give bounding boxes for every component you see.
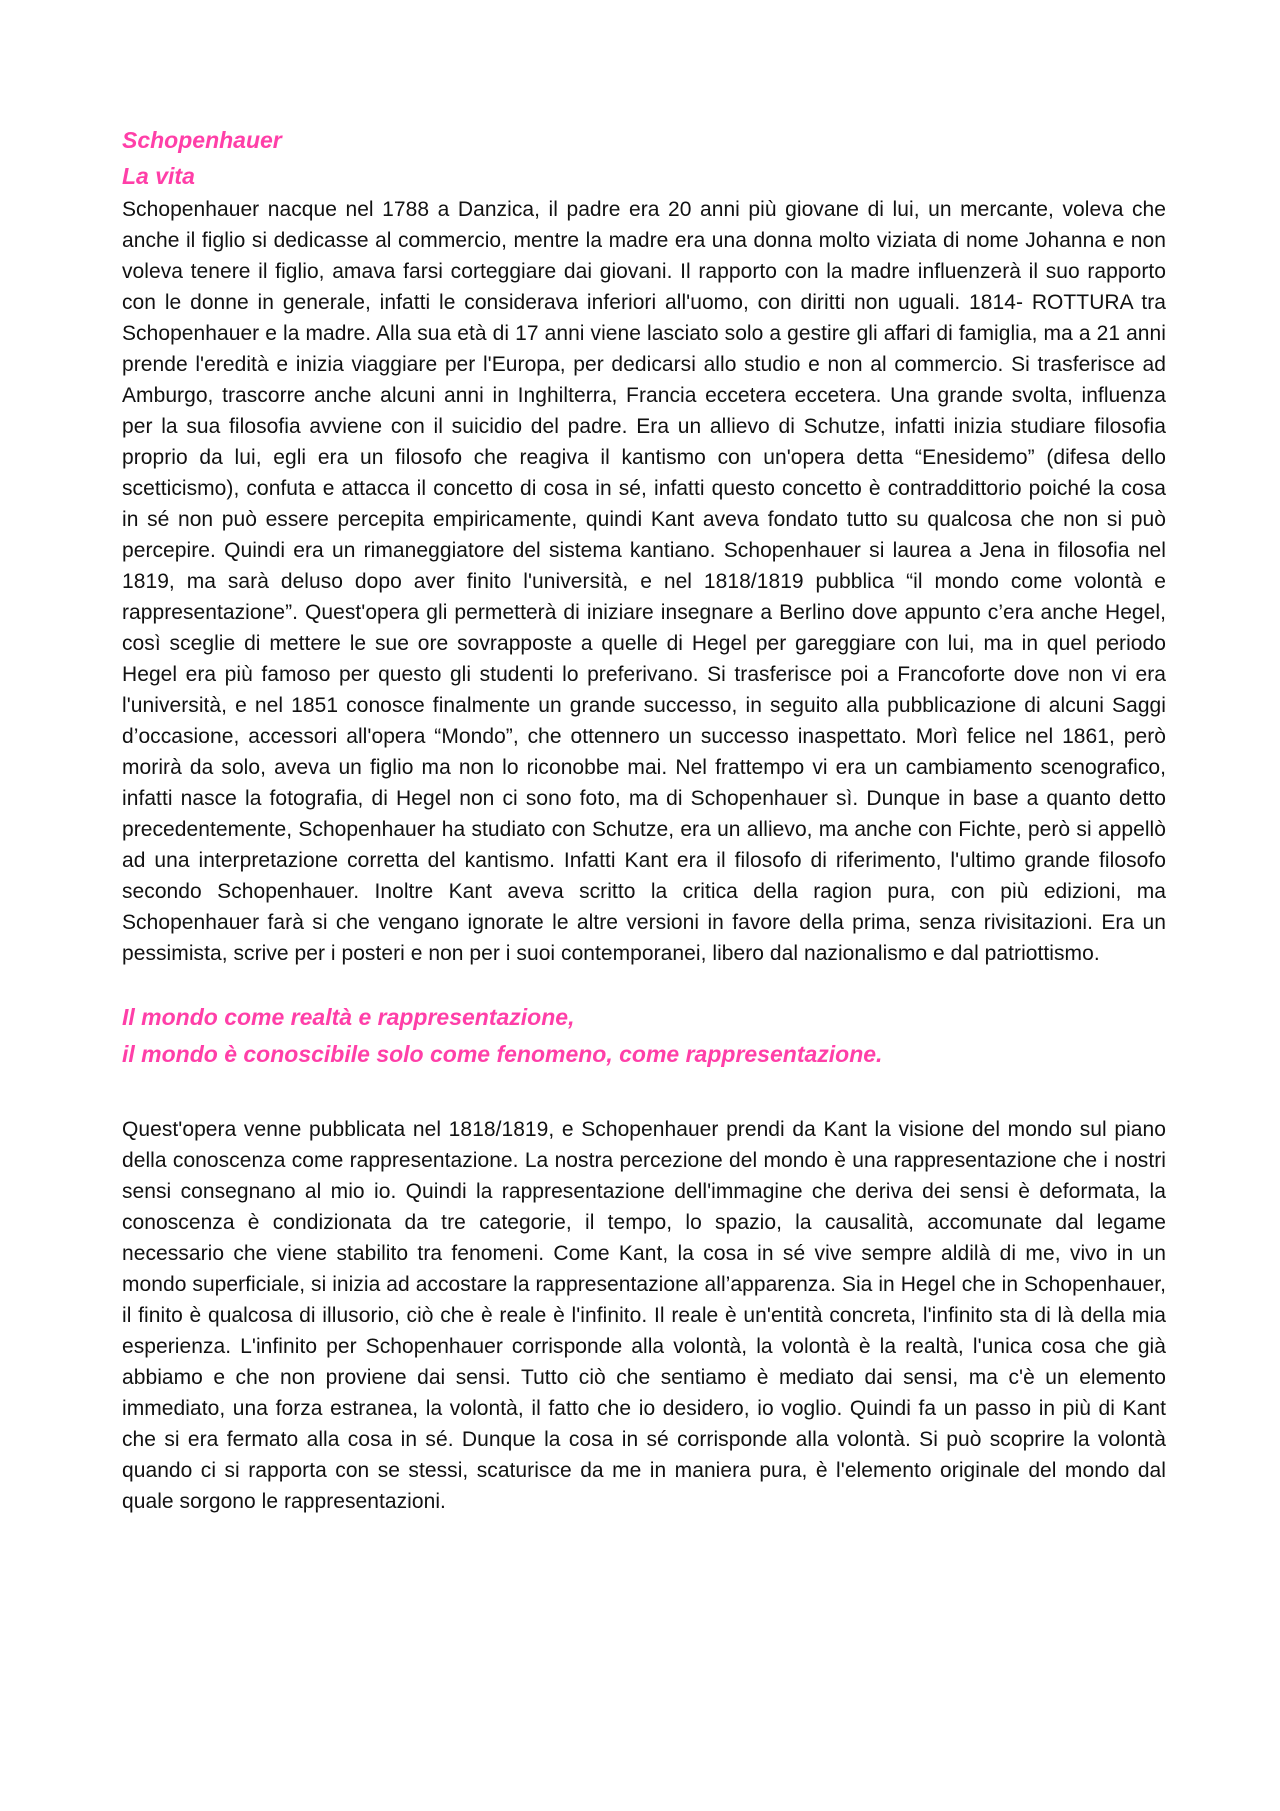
- section-heading-la-vita: La vita: [122, 163, 195, 189]
- document-content: [122, 122, 1166, 1517]
- paragraph-mondo: Quest'opera venne pubblicata nel 1818/1819, e Schopenhauer prendi da Kant la visione del mondo sul piano della conoscenza come rappresentazione. La nostra percezione del mondo è una rappresentazione che i nostri sensi consegnano al mio io. Quindi la rappresentazione dell'immagine che deriva dei sensi è deformata, la conoscenza è condizionata da tre categorie, il tempo, lo spazio, la causalità, accomunate dal legame necessario che viene stabilito tra fenomeni. Come Kant, la cosa in sé vive sempre aldilà di me, vivo in un mondo superficiale, si inizia ad accostare la rappresentazione all’apparenza. Sia in Hegel che in Schopenhauer, il finito è qualcosa di illusorio, ciò che è reale è l'infinito. Il reale è un'entità concreta, l'infinito sta di là della mia esperienza. L'infinito per Schopenhauer corrisponde alla volontà, la volontà è la realtà, l'unica cosa che già abbiamo e che non proviene dai sensi. Tutto ciò che sentiamo è mediato dai sensi, ma c'è un elemento immediato, una forza estranea, la volontà, il fatto che io desidero, io voglio. Quindi fa un passo in più di Kant che si era fermato alla cosa in sé. Dunque la cosa in sé corrisponde alla volontà. Si può scoprire la volontà quando ci si rapporta con se stessi, scaturisce da me in maniera pura, è l'elemento originale del mondo dal quale sorgono le rappresentazioni.: [122, 1118, 1166, 1513]
- section-heading-line-2: il mondo è conoscibile solo come fenomeno, come rappresentazione.: [122, 1041, 883, 1067]
- section-heading-line-1: Il mondo come realtà e rappresentazione,: [122, 1004, 575, 1030]
- section-heading-mondo: [122, 999, 1166, 1073]
- paragraph-la-vita: Schopenhauer nacque nel 1788 a Danzica, il padre era 20 anni più giovane di lui, un mercante, voleva che anche il figlio si dedicasse al commercio, mentre la madre era una donna molto viziata di nome Johanna e non voleva tenere il figlio, amava farsi corteggiare dai giovani. Il rapporto con la madre influenzerà il suo rapporto con le donne in generale, infatti le considerava inferiori all'uomo, con diritti non uguali. 1814- ROTTURA tra Schopenhauer e la madre. Alla sua età di 17 anni viene lasciato solo a gestire gli affari di famiglia, ma a 21 anni prende l'eredità e inizia viaggiare per l'Europa, per dedicarsi allo studio e non al commercio. Si trasferisce ad Amburgo, trascorre anche alcuni anni in Inghilterra, Francia eccetera eccetera. Una grande svolta, influenza per la sua filosofia avviene con il suicidio del padre. Era un allievo di Schutze, infatti inizia studiare filosofia proprio da lui, egli era un filosofo che reagiva il kantismo con un'opera detta “Enesidemo” (difesa dello scetticismo), confuta e attacca il concetto di cosa in sé, infatti questo concetto è contraddittorio poiché la cosa in sé non può essere percepita empiricamente, quindi Kant aveva fondato tutto su qualcosa che non si può percepire. Quindi era un rimaneggiatore del sistema kantiano. Schopenhauer si laurea a Jena in filosofia nel 1819, ma sarà deluso dopo aver finito l'università, e nel 1818/1819 pubblica “il mondo come volontà e rappresentazione”. Quest'opera gli permetterà di iniziare insegnare a Berlino dove appunto c’era anche Hegel, così sceglie di mettere le sue ore sovrapposte a quelle di Hegel per gareggiare con lui, ma in quel periodo Hegel era più famoso per questo gli studenti lo preferivano. Si trasferisce poi a Francoforte dove non vi era l'università, e nel 1851 conosce finalmente un grande successo, in seguito alla pubblicazione di alcuni Saggi d’occasione, accessori all'opera “Mondo”, che ottennero un successo inaspettato. Morì felice nel 1861, però morirà da solo, aveva un figlio ma non lo riconobbe mai. Nel frattempo vi era un cambiamento scenografico, infatti nasce la fotografia, di Hegel non ci sono foto, ma di Schopenhauer sì. Dunque in base a quanto detto precedentemente, Schopenhauer ha studiato con Schutze, era un allievo, ma anche con Fichte, però si appellò ad una interpretazione corretta del kantismo. Infatti Kant era il filosofo di riferimento, l'ultimo grande filosofo secondo Schopenhauer. Inoltre Kant aveva scritto la critica della ragion pura, con più edizioni, ma Schopenhauer farà si che vengano ignorate le altre versioni in favore della prima, senza rivisitazioni. Era un pessimista, scrive per i posteri e non per i suoi contemporanei, libero dal nazionalismo e dal patriottismo.: [122, 198, 1166, 965]
- document-title: Schopenhauer: [122, 127, 282, 153]
